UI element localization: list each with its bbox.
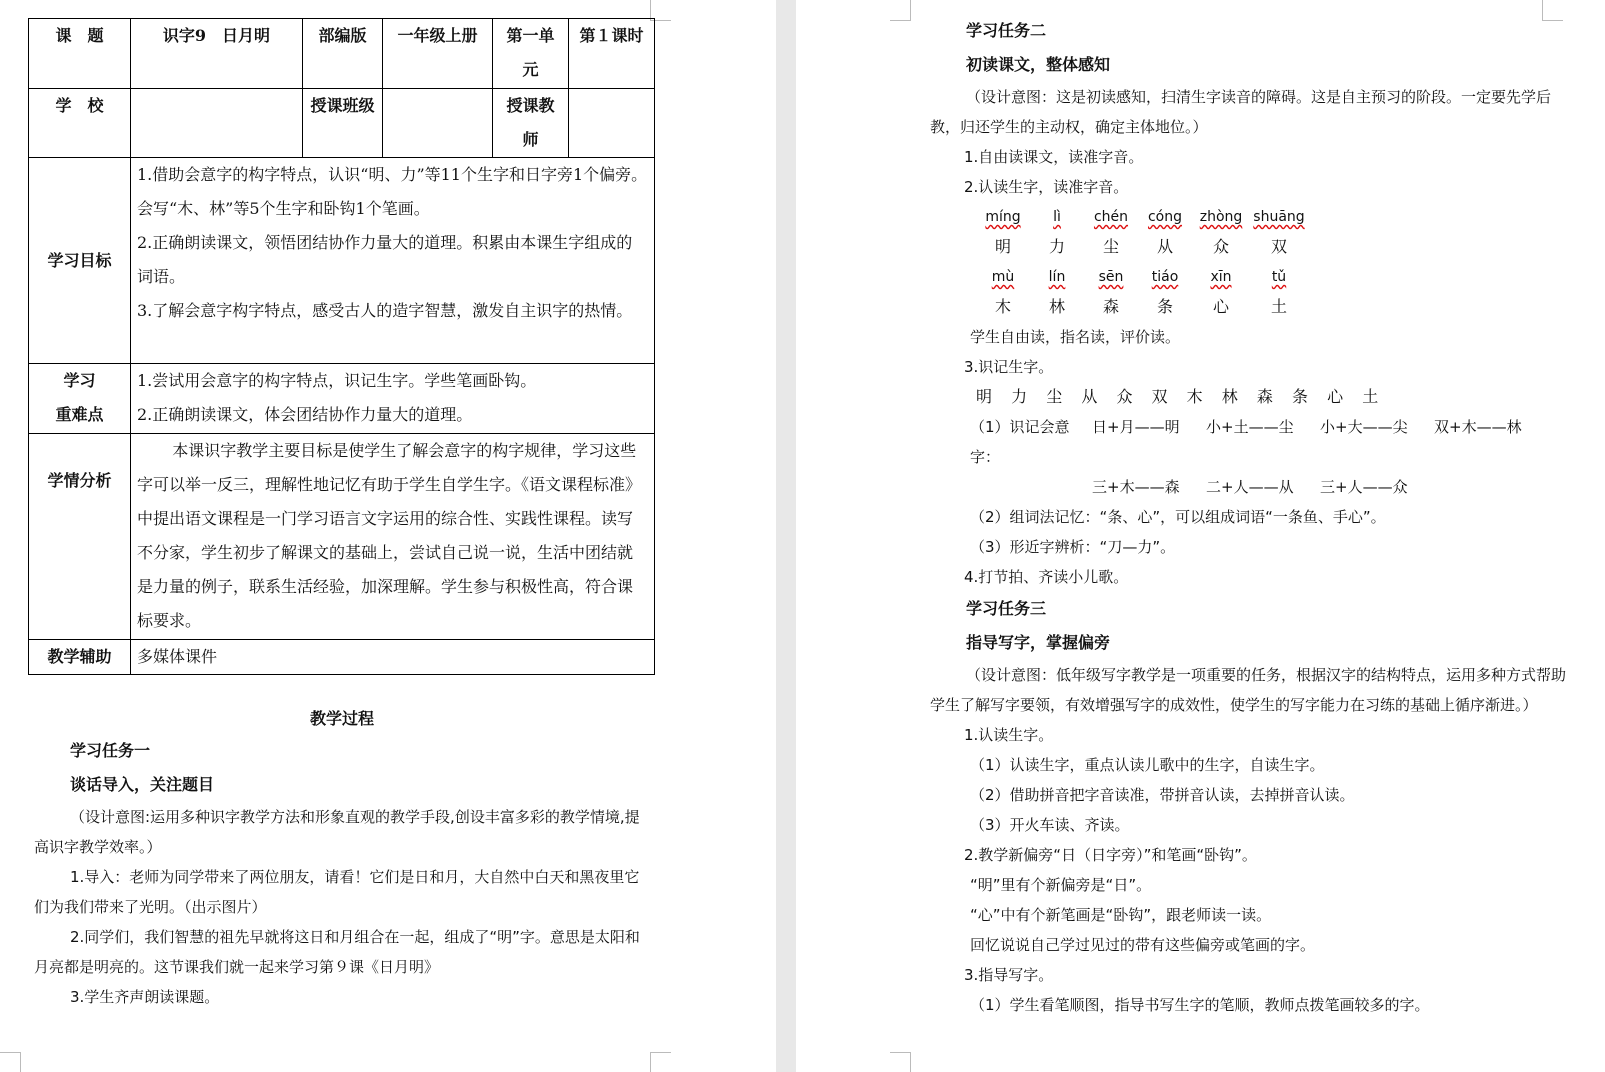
task2-step: 3.识记生字。: [964, 358, 1054, 376]
pinyin: mù: [991, 269, 1015, 285]
task-flow: [930, 14, 1578, 1020]
table-row: [29, 434, 655, 640]
task3-note: “心”中有个新笔画是“卧钩”，跟老师读一读。: [970, 906, 1272, 924]
character: 众: [1212, 237, 1229, 256]
character: 木: [1186, 387, 1205, 406]
compose-item: 二+人——从: [1206, 478, 1294, 496]
character: 条: [1156, 297, 1173, 316]
pinyin-row: [930, 262, 1578, 292]
teacher-label: 授课教师: [493, 89, 569, 158]
character: 木: [994, 297, 1011, 316]
table-row: [29, 19, 655, 89]
pinyin: cóng: [1147, 209, 1183, 225]
page-gap: [776, 0, 796, 1072]
period: 第１课时: [569, 19, 655, 89]
compose-item: 小+大——尖: [1320, 418, 1408, 436]
teaching-process: [34, 704, 650, 1012]
goals-cell: [131, 158, 655, 364]
edition: 部编版: [303, 19, 383, 89]
character: 明: [994, 237, 1011, 256]
task3-title: 学习任务三: [966, 599, 1047, 618]
task2-subtitle: 初读课文，整体感知: [966, 55, 1111, 74]
character: 从: [1081, 387, 1100, 406]
task3-step: 2.教学新偏旁“日（日字旁）”和笔画“卧钩”。: [964, 846, 1257, 864]
character: 心: [1212, 297, 1229, 316]
page-corner-mark: [650, 1052, 671, 1072]
task3-sub: （3）开火车读、齐读。: [970, 816, 1130, 834]
goal-item: 1.借助会意字的构字特点，认识“明、力”等11个生字和日字旁1个偏旁。会写“木、林”等5个生字和卧钩1个笔画。: [137, 165, 648, 218]
all-characters: [930, 382, 1578, 412]
character: 林: [1221, 387, 1240, 406]
character: 从: [1156, 237, 1173, 256]
task3-step: 1.认读生字。: [964, 726, 1054, 744]
class-value: [383, 89, 493, 158]
pinyin: zhòng: [1199, 209, 1243, 225]
aids-label: 教学辅助: [29, 640, 131, 675]
compose-item: 小+土——尘: [1206, 418, 1294, 436]
task3-design: （设计意图：低年级写字教学是一项重要的任务，根据汉字的结构特点，运用多种方式帮助学生了解写字要领，有效增强写字的成效性，使学生的写字能力在习练的基础上循序渐进。）: [930, 666, 1567, 714]
lesson-title: 识字9 日月明: [131, 19, 303, 89]
character: 双: [1151, 387, 1170, 406]
analysis-label: 学情分析: [29, 434, 131, 640]
task3-sub: （2）借助拼音把字音读准，带拼音认读，去掉拼音认读。: [970, 786, 1355, 804]
task1-title: 学习任务一: [70, 741, 151, 760]
pinyin: shuāng: [1253, 209, 1305, 225]
compose-item: 三+人——众: [1320, 478, 1408, 496]
character: 森: [1256, 387, 1275, 406]
character: 林: [1048, 297, 1065, 316]
compose-intro: （1）识记会意字：: [970, 418, 1070, 466]
character: 土: [1362, 387, 1381, 406]
task2-step: 1.自由读课文，读准字音。: [964, 148, 1144, 166]
character: 众: [1116, 387, 1135, 406]
goals-label: 学习目标: [29, 158, 131, 364]
character: 力: [1011, 387, 1030, 406]
task2-title: 学习任务二: [966, 21, 1047, 40]
compose-spacer: [970, 472, 1092, 502]
pinyin: xīn: [1210, 269, 1232, 285]
character: 尘: [1046, 387, 1065, 406]
task3-subtitle: 指导写字，掌握偏旁: [966, 633, 1111, 652]
key-point-item: 1.尝试用会意字的构字特点，识记生字。学些笔画卧钩。: [137, 371, 537, 390]
compose-item: 日+月——明: [1092, 418, 1180, 436]
task1-design: （设计意图:运用多种识字教学方法和形象直观的教学手段,创设丰富多彩的教学情境,提高识字教学效率。）: [34, 808, 640, 856]
compose-item: 双+木——林: [1434, 418, 1522, 436]
task2-design: （设计意图：这是初读感知，扫清生字读音的障碍。这是自主预习的阶段。一定要先学后教，归还学生的主动权，确定主体地位。）: [930, 88, 1552, 136]
task1-step: 2.同学们，我们智慧的祖先早就将这日和月组合在一起，组成了“明”字。意思是太阳和月亮都是明亮的。这节课我们就一起来学习第９课《日月明》: [34, 928, 640, 976]
school-label: 学 校: [29, 89, 131, 158]
task3-note: “明”里有个新偏旁是“日”。: [970, 876, 1152, 894]
task3-sub: （1）学生看笔顺图，指导书写生字的笔顺，教师点拨笔画较多的字。: [970, 996, 1430, 1014]
task2-step: 2.认读生字，读准字音。: [964, 178, 1129, 196]
goal-item: 3.了解会意字构字特点，感受古人的造字智慧，激发自主识字的热情。: [137, 301, 633, 320]
lesson-plan-table: [28, 18, 655, 675]
memo-item: （3）形近字辨析：“刀—力”。: [970, 538, 1176, 556]
grade: 一年级上册: [383, 19, 493, 89]
compose-row: [930, 412, 1578, 472]
document-page-left: [0, 0, 776, 1072]
pinyin: lín: [1048, 269, 1066, 285]
character: 尘: [1102, 237, 1119, 256]
page-corner-mark: [0, 1052, 21, 1072]
character: 明: [976, 387, 995, 406]
key-point-item: 2.正确朗读课文，体会团结协作力量大的道理。: [137, 405, 473, 424]
table-row: [29, 640, 655, 675]
key-points-label-line: 学习: [63, 371, 96, 390]
key-points-label-line: 重难点: [55, 405, 104, 424]
analysis-text: 本课识字教学主要目标是使学生了解会意字的构字规律，学习这些字可以举一反三，理解性地记忆有助于学生自学生字。《语文课程标准》中提出语文课程是一门学习语言文字运用的综合性、实践性课程。读写不分家，学生初步了解课文的基础上，尝试自己说一说，生活中团结就是力量的例子，联系生活经验，加深理解。学生参与积极性高，符合课标要求。: [131, 434, 655, 640]
process-title: 教学过程: [309, 709, 374, 728]
pinyin: sēn: [1098, 269, 1124, 285]
task3-sub: （1）认读生字，重点认读儿歌中的生字，自读生字。: [970, 756, 1325, 774]
goal-item: 2.正确朗读课文，领悟团结协作力量大的道理。积累由本课生字组成的词语。: [137, 233, 633, 286]
character: 土: [1270, 297, 1287, 316]
memo-item: （2）组词法记忆：“条、心”，可以组成词语“一条鱼、手心”。: [970, 508, 1386, 526]
task3-step: 3.指导写字。: [964, 966, 1054, 984]
table-row: [29, 89, 655, 158]
read-note: 学生自由读，指名读，评价读。: [970, 328, 1181, 346]
compose-row: [930, 472, 1578, 502]
key-points-cell: [131, 364, 655, 434]
teacher-value: [569, 89, 655, 158]
character: 森: [1102, 297, 1119, 316]
pinyin: chén: [1093, 209, 1129, 225]
pinyin: míng: [985, 209, 1021, 225]
aids-text: 多媒体课件: [131, 640, 655, 675]
topic-label: 课 题: [29, 19, 131, 89]
school-value: [131, 89, 303, 158]
table-row: [29, 158, 655, 364]
pinyin: lì: [1053, 209, 1061, 225]
task1-subtitle: 谈话导入，关注题目: [70, 775, 215, 794]
task1-step: 3.学生齐声朗读课题。: [70, 988, 220, 1006]
key-points-label: [29, 364, 131, 434]
task1-step: 1.导入：老师为同学带来了两位朋友，请看！它们是日和月，大自然中白天和黑夜里它们为我们带来了光明。（出示图片）: [34, 868, 640, 916]
char-row: [930, 292, 1578, 322]
character: 条: [1291, 387, 1310, 406]
table-row: [29, 364, 655, 434]
document-page-right: [796, 0, 1605, 1072]
page-corner-mark: [890, 1052, 911, 1072]
character: 双: [1270, 237, 1287, 256]
page-corner-mark: [890, 0, 911, 21]
character: 心: [1327, 387, 1346, 406]
pinyin-row: [930, 202, 1578, 232]
unit: 第一单元: [493, 19, 569, 89]
character: 力: [1048, 237, 1065, 256]
class-label: 授课班级: [303, 89, 383, 158]
compose-item: 三+木——森: [1092, 478, 1180, 496]
pinyin: tiáo: [1151, 269, 1179, 285]
char-row: [930, 232, 1578, 262]
pinyin: tǔ: [1271, 269, 1287, 285]
task2-step: 4.打节拍、齐读小儿歌。: [964, 568, 1129, 586]
task3-note: 回忆说说自己学过见过的带有这些偏旁或笔画的字。: [970, 936, 1316, 954]
